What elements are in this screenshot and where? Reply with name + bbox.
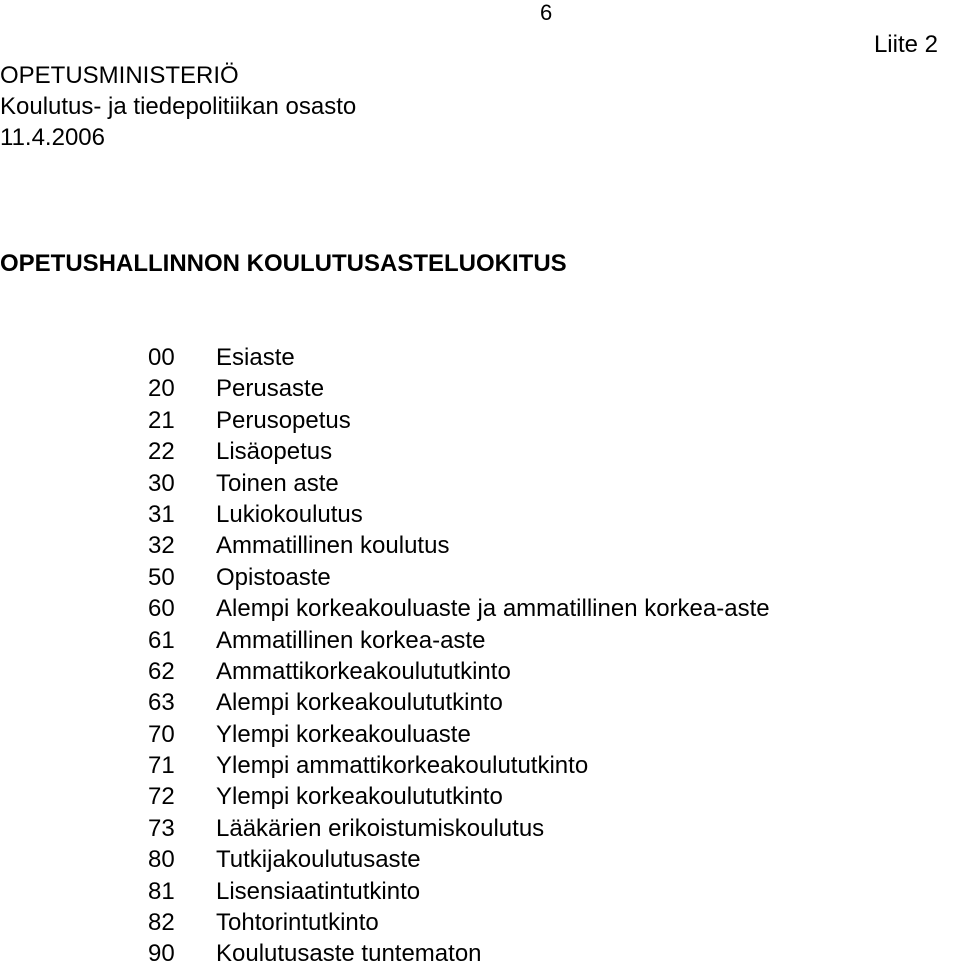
list-item [148, 907, 770, 938]
class-code: 20 [148, 375, 175, 403]
class-label: Ylempi ammattikorkeakoulututkinto [216, 752, 589, 780]
class-code: 90 [148, 940, 175, 968]
list-item [148, 719, 770, 750]
class-label: Alempi korkeakouluaste ja ammatillinen korkea-aste [216, 595, 770, 623]
class-label: Perusopetus [216, 406, 351, 434]
class-code: 63 [148, 689, 175, 717]
document-title: OPETUSHALLINNON KOULUTUSASTELUOKITUS [0, 250, 567, 277]
class-label: Ammatillinen koulutus [216, 532, 450, 560]
list-item [148, 876, 770, 907]
class-code: 81 [148, 877, 175, 905]
list-item [148, 499, 770, 530]
ministry-name: OPETUSMINISTERIÖ [0, 62, 239, 89]
class-code: 32 [148, 532, 175, 560]
list-item [148, 687, 770, 718]
class-code: 22 [148, 438, 175, 466]
class-code: 71 [148, 752, 175, 780]
class-label: Tutkijakoulutusaste [216, 846, 421, 874]
list-item [148, 781, 770, 812]
class-label: Ammattikorkeakoulututkinto [216, 657, 511, 685]
list-item [148, 844, 770, 875]
class-label: Esiaste [216, 344, 295, 371]
class-label: Lisensiaatintutkinto [216, 877, 421, 905]
list-item [148, 813, 770, 844]
list-item [148, 593, 770, 624]
page-number: 6 [540, 0, 553, 25]
class-label: Ylempi korkeakoulututkinto [216, 783, 503, 811]
document-date: 11.4.2006 [0, 124, 105, 151]
list-item [148, 342, 770, 373]
class-label: Lääkärien erikoistumiskoulutus [216, 814, 545, 842]
list-item [148, 656, 770, 687]
class-label: Opistoaste [216, 563, 331, 591]
class-code: 31 [148, 500, 175, 528]
list-item [148, 938, 770, 969]
class-label: Ylempi korkeakouluaste [216, 720, 471, 748]
class-code: 70 [148, 720, 175, 748]
list-item [148, 405, 770, 436]
appendix-label: Liite 2 [873, 31, 938, 58]
class-code: 00 [148, 344, 175, 371]
list-item [148, 562, 770, 593]
list-item [148, 750, 770, 781]
class-label: Toinen aste [216, 469, 339, 497]
class-label: Perusaste [216, 375, 325, 403]
class-label: Koulutusaste tuntematon [216, 940, 482, 968]
class-code: 30 [148, 469, 175, 497]
class-code: 82 [148, 909, 175, 937]
department-name: Koulutus- ja tiedepolitiikan osasto [0, 93, 357, 120]
class-code: 21 [148, 406, 175, 434]
class-code: 80 [148, 846, 175, 874]
class-label: Tohtorintutkinto [216, 909, 379, 937]
class-label: Lukiokoulutus [216, 500, 363, 528]
list-item [148, 436, 770, 467]
document-header [0, 60, 356, 153]
list-item [148, 373, 770, 404]
class-label: Ammatillinen korkea-aste [216, 626, 486, 654]
list-item [148, 625, 770, 656]
class-code: 60 [148, 595, 175, 623]
class-code: 50 [148, 563, 175, 591]
class-label: Alempi korkeakoulututkinto [216, 689, 503, 717]
list-item [148, 468, 770, 499]
class-code: 62 [148, 657, 175, 685]
class-code: 73 [148, 814, 175, 842]
classification-list [148, 342, 770, 970]
class-label: Lisäopetus [216, 438, 333, 466]
class-code: 61 [148, 626, 175, 654]
list-item [148, 530, 770, 561]
class-code: 72 [148, 783, 175, 811]
